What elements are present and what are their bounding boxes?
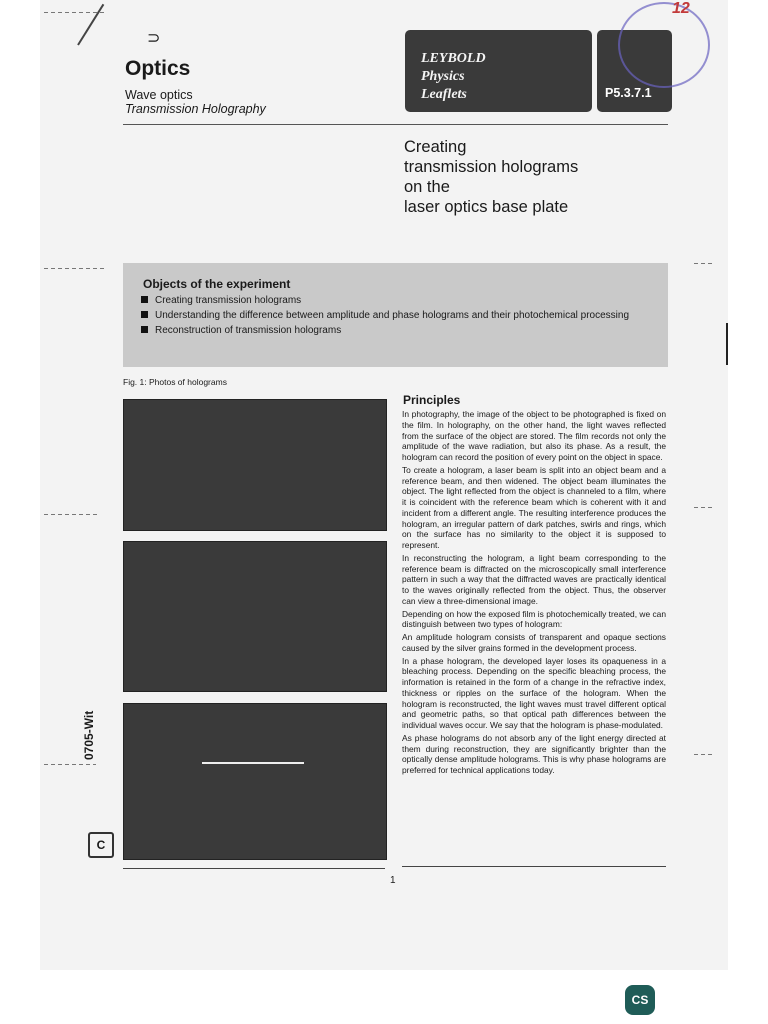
principles-body <box>402 409 666 778</box>
hologram-photo <box>123 541 387 692</box>
bullet-icon <box>141 296 148 303</box>
hologram-photo <box>123 399 387 531</box>
title-line: laser optics base plate <box>404 198 569 216</box>
title-line: Creating <box>404 138 467 156</box>
brand-line: LEYBOLD <box>421 51 486 66</box>
body-paragraph: In a phase hologram, the developed layer loses its opaqueness in a bleaching process. Depending on the specific bleaching process, the information is retained in the form of a change in the refractive index, thickness or ripples on the surface of the hologram. When the hologram is reconstructed, the light waves must travel different optical and geometric paths, so that optical path differences between the individual waves occur. We say that the hologram is phase-modulated. <box>402 655 666 730</box>
body-paragraph: As phase holograms do not absorb any of the light energy directed at them during reconstruction, they are significantly brighter than the optically dense amplitude holograms. This is why phase holograms are preferred for technical applications today. <box>402 732 666 775</box>
objective-text: Understanding the difference between amplitude and phase holograms and their photochemical processing <box>155 310 630 321</box>
brand-line: Physics <box>421 69 465 84</box>
objective-item <box>141 310 629 321</box>
scan-mark <box>44 12 104 13</box>
header-rule <box>123 124 668 125</box>
figure-caption: Fig. 1: Photos of holograms <box>123 377 227 387</box>
hook-mark: ⊃ <box>147 30 161 47</box>
body-paragraph: Depending on how the exposed film is photochemically treated, we can distinguish between two types of hologram: <box>402 608 666 630</box>
body-paragraph: An amplitude hologram consists of transparent and opaque sections caused by the silver grains formed in the development process. <box>402 632 666 653</box>
scan-mark <box>694 754 714 755</box>
document-title <box>404 137 578 217</box>
body-paragraph: In photography, the image of the object to be photographed is fixed on the film. In holography, on the other hand, the light waves reflected from the surface of the object are stored. The film records not only the amplitude of the wave radiation, but also its phase. As a result, the hologram can record the position of every point on the object in space. <box>402 409 666 462</box>
publisher-mark-icon: C <box>88 832 114 858</box>
topic-label: Wave optics <box>125 88 193 102</box>
brand-line: Leaflets <box>421 87 467 102</box>
column-rule <box>402 866 666 867</box>
page-number: 1 <box>390 875 396 886</box>
app-badge: CS <box>625 985 655 1015</box>
column-rule <box>123 868 385 869</box>
publisher-logo-box <box>405 30 592 112</box>
objectives-heading: Objects of the experiment <box>143 277 291 291</box>
ink-stamp <box>618 2 710 88</box>
objective-item <box>141 295 301 306</box>
principles-heading: Principles <box>403 393 461 407</box>
title-line: on the <box>404 178 450 196</box>
body-paragraph: In reconstructing the hologram, a light beam corresponding to the reference beam is diffracted on the microscopically small interference pattern in such a way that the diffracted waves are practically identical to the waves originally reflected from the object. Thus, the observer can view a three-dimensional image. <box>402 552 666 606</box>
objective-item <box>141 325 341 336</box>
hologram-photo <box>123 703 387 860</box>
objective-text: Reconstruction of transmission holograms <box>155 325 342 336</box>
subtopic-label: Transmission Holography <box>125 102 266 116</box>
body-paragraph: To create a hologram, a laser beam is split into an object beam and a reference beam, and then widened. The object beam illuminates the object. The light reflected from the object is channeled to a film, where it is coincident with the reference beam which is coherent with it and incident from a different angle. The resulting interference produces the hologram, an irregular pattern of dark patches, swirls and rings, which on the surface has no similarity to the object it is supposed to represent. <box>402 464 666 550</box>
side-code: 0705-Wit <box>82 710 96 760</box>
scan-mark <box>44 268 104 269</box>
scan-mark <box>694 263 714 264</box>
bullet-icon <box>141 311 148 318</box>
scan-mark <box>694 507 714 508</box>
subject-heading: Optics <box>125 57 191 80</box>
light-streak <box>202 762 304 764</box>
objectives-box <box>123 263 668 367</box>
scan-mark <box>726 323 728 365</box>
objective-text: Creating transmission holograms <box>155 295 302 306</box>
stamp-number: 12 <box>672 0 690 17</box>
title-line: transmission holograms <box>404 158 579 176</box>
scan-mark <box>44 764 96 765</box>
leaflet-code: P5.3.7.1 <box>605 86 652 100</box>
scan-mark <box>44 514 100 515</box>
bullet-icon <box>141 326 148 333</box>
